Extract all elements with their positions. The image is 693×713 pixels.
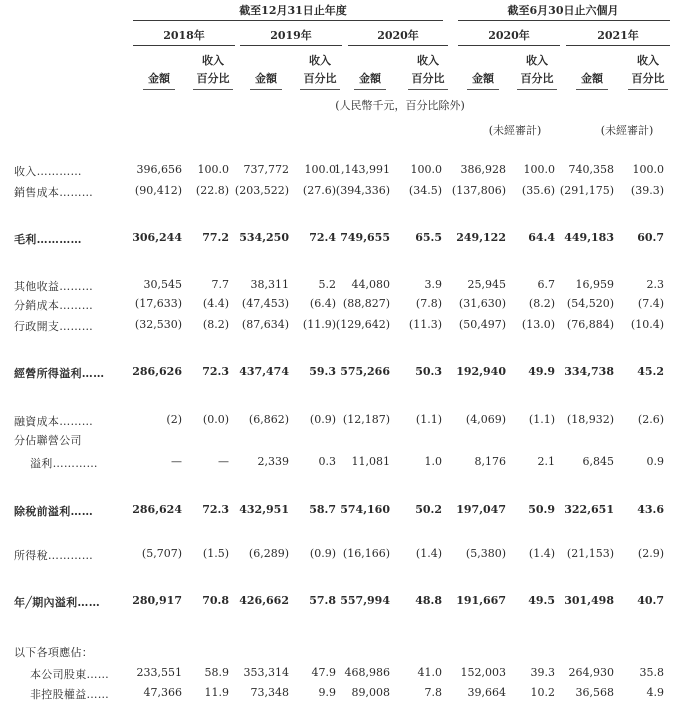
cell-amount: 353,314 (243, 666, 289, 679)
cell-amount: 386,928 (460, 163, 506, 176)
year-rule-5 (566, 45, 670, 46)
cell-percentage: 100.0 (304, 163, 336, 176)
cell-amount: (4,069) (465, 413, 506, 426)
row-label: 分銷成本……… (14, 299, 94, 312)
cell-percentage: 48.8 (415, 594, 442, 607)
cell-percentage: 49.5 (528, 594, 555, 607)
cell-percentage: 100.0 (523, 163, 555, 176)
cell-percentage: 72.3 (202, 365, 229, 378)
cell-amount: 334,738 (564, 365, 614, 378)
cell-percentage: 1.0 (424, 455, 442, 468)
cell-amount: 30,545 (143, 278, 182, 291)
col-header-amount: 金額 (359, 72, 381, 85)
cell-percentage: (7.4) (637, 297, 664, 310)
cell-amount: (6,289) (248, 547, 289, 560)
cell-percentage: 5.2 (318, 278, 336, 291)
cell-amount: 575,266 (340, 365, 390, 378)
cell-percentage: (1.4) (415, 547, 442, 560)
cell-amount: 152,003 (460, 666, 506, 679)
cell-amount: (47,453) (241, 297, 289, 310)
col-header-pct-rule (300, 89, 340, 90)
row-label: 銷售成本……… (14, 186, 94, 199)
cell-percentage: 40.7 (637, 594, 664, 607)
cell-percentage: 70.8 (202, 594, 229, 607)
cell-percentage: 57.8 (309, 594, 336, 607)
cell-percentage: (34.5) (408, 184, 442, 197)
cell-percentage: 100.0 (632, 163, 664, 176)
cell-amount: 6,845 (582, 455, 614, 468)
period-header-year: 截至12月31日止年度 (239, 4, 347, 17)
cell-percentage: 64.4 (528, 231, 555, 244)
cell-amount: 557,994 (340, 594, 390, 607)
cell-percentage: — (218, 455, 229, 468)
cell-percentage: (13.0) (521, 318, 555, 331)
cell-amount: (17,633) (134, 297, 182, 310)
cell-percentage: 72.4 (309, 231, 336, 244)
col-header-amount-rule (354, 89, 386, 90)
cell-percentage: (0.9) (309, 547, 336, 560)
col-header-amount-rule (467, 89, 499, 90)
cell-percentage: 50.9 (528, 503, 555, 516)
unit-note: (人民幣千元，百分比除外) (335, 99, 465, 112)
row-label: 所得稅………… (14, 549, 94, 562)
year-header-2020-h1: 2020年 (488, 29, 530, 42)
unaudited-note-2020: (未經審計) (488, 124, 542, 137)
col-header-pct-line2: 百分比 (631, 72, 665, 85)
cell-amount: (12,187) (342, 413, 390, 426)
cell-percentage: (1.1) (415, 413, 442, 426)
col-header-amount: 金額 (472, 72, 494, 85)
cell-amount: (6,862) (248, 413, 289, 426)
cell-amount: 47,366 (143, 686, 182, 699)
cell-amount: (50,497) (458, 318, 506, 331)
col-header-pct-line1: 收入 (202, 54, 224, 67)
cell-percentage: 100.0 (197, 163, 229, 176)
col-header-pct-line2: 百分比 (303, 72, 337, 85)
col-header-amount: 金額 (255, 72, 277, 85)
cell-percentage: 100.0 (410, 163, 442, 176)
cell-amount: 39,664 (467, 686, 506, 699)
cell-percentage: 58.7 (309, 503, 336, 516)
cell-percentage: (7.8) (415, 297, 442, 310)
cell-amount: 2,339 (257, 455, 289, 468)
cell-amount: 306,244 (132, 231, 182, 244)
col-header-pct-rule (408, 89, 448, 90)
cell-percentage: (0.9) (309, 413, 336, 426)
cell-percentage: 45.2 (637, 365, 664, 378)
cell-percentage: (2.6) (637, 413, 664, 426)
col-header-pct-rule (517, 89, 557, 90)
col-header-pct-line2: 百分比 (196, 72, 230, 85)
cell-percentage: 2.3 (646, 278, 664, 291)
cell-amount: 737,772 (243, 163, 289, 176)
cell-percentage: (4.4) (202, 297, 229, 310)
cell-percentage: 59.3 (309, 365, 336, 378)
cell-amount: 286,624 (132, 503, 182, 516)
cell-percentage: 4.9 (646, 686, 664, 699)
cell-percentage: 11.9 (204, 686, 229, 699)
cell-amount: (32,530) (134, 318, 182, 331)
cell-percentage: (1.5) (202, 547, 229, 560)
cell-amount: (88,827) (342, 297, 390, 310)
cell-percentage: (35.6) (521, 184, 555, 197)
cell-amount: (5,707) (141, 547, 182, 560)
cell-percentage: 6.7 (537, 278, 555, 291)
cell-amount: (129,642) (335, 318, 390, 331)
period-header-halfyear: 截至6月30日止六個月 (507, 4, 619, 17)
year-header-2018: 2018年 (163, 29, 205, 42)
cell-percentage: 41.0 (417, 666, 442, 679)
cell-amount: (76,884) (566, 318, 614, 331)
cell-amount: 1,143,991 (334, 163, 390, 176)
cell-percentage: 77.2 (202, 231, 229, 244)
cell-percentage: 72.3 (202, 503, 229, 516)
cell-percentage: (39.3) (630, 184, 664, 197)
cell-amount: 286,626 (132, 365, 182, 378)
year-rule-4 (458, 45, 560, 46)
cell-percentage: 39.3 (530, 666, 555, 679)
row-label: 年╱期內溢利…… (14, 596, 101, 609)
row-label: 以下各項應佔： (14, 646, 94, 659)
cell-amount: 301,498 (564, 594, 614, 607)
cell-amount: (54,520) (566, 297, 614, 310)
col-header-pct-line2: 百分比 (411, 72, 445, 85)
col-header-pct-line1: 收入 (637, 54, 659, 67)
year-header-2021-h1: 2021年 (597, 29, 639, 42)
cell-amount: 749,655 (340, 231, 390, 244)
cell-percentage: 10.2 (530, 686, 555, 699)
cell-amount: 89,008 (351, 686, 390, 699)
cell-amount: 38,311 (250, 278, 289, 291)
cell-amount: 73,348 (250, 686, 289, 699)
cell-percentage: 47.9 (311, 666, 336, 679)
cell-amount: (394,336) (335, 184, 390, 197)
row-label: 經營所得溢利…… (14, 367, 105, 380)
col-header-pct-line1: 收入 (417, 54, 439, 67)
year-header-2019: 2019年 (270, 29, 312, 42)
row-label: 分佔聯營公司 (14, 434, 82, 447)
cell-percentage: (8.2) (202, 318, 229, 331)
cell-amount: 16,959 (575, 278, 614, 291)
row-label: 除稅前溢利…… (14, 505, 94, 518)
cell-percentage: (2.9) (637, 547, 664, 560)
row-label: 融資成本……… (14, 415, 94, 428)
cell-amount: 249,122 (456, 231, 506, 244)
cell-amount: 437,474 (239, 365, 289, 378)
period-rule-right (458, 20, 670, 21)
cell-amount: (87,634) (241, 318, 289, 331)
cell-percentage: 7.8 (424, 686, 442, 699)
col-header-pct-line1: 收入 (309, 54, 331, 67)
unaudited-note-2021: (未經審計) (600, 124, 654, 137)
cell-amount: 432,951 (239, 503, 289, 516)
cell-percentage: (22.8) (195, 184, 229, 197)
col-header-amount-rule (576, 89, 608, 90)
year-rule-1 (133, 45, 235, 46)
cell-percentage: 50.3 (415, 365, 442, 378)
cell-amount: (31,630) (458, 297, 506, 310)
cell-percentage: (0.0) (202, 413, 229, 426)
cell-percentage: 35.8 (639, 666, 664, 679)
cell-amount: 264,930 (568, 666, 614, 679)
cell-amount: 191,667 (456, 594, 506, 607)
cell-amount: 192,940 (456, 365, 506, 378)
cell-amount: (21,153) (566, 547, 614, 560)
cell-percentage: 43.6 (637, 503, 664, 516)
cell-percentage: (6.4) (309, 297, 336, 310)
col-header-pct-line1: 收入 (526, 54, 548, 67)
cell-amount: (291,175) (559, 184, 614, 197)
row-label: 本公司股東…… (30, 668, 110, 681)
cell-percentage: 3.9 (424, 278, 442, 291)
cell-percentage: (11.9) (302, 318, 336, 331)
col-header-pct-rule (628, 89, 668, 90)
cell-amount: 449,183 (564, 231, 614, 244)
cell-percentage: 60.7 (637, 231, 664, 244)
cell-amount: 25,945 (467, 278, 506, 291)
period-rule-left (133, 20, 443, 21)
row-label: 收入………… (14, 165, 82, 178)
year-rule-2 (240, 45, 342, 46)
cell-amount: 8,176 (474, 455, 506, 468)
cell-amount: 36,568 (575, 686, 614, 699)
cell-amount: 44,080 (351, 278, 390, 291)
cell-percentage: 2.1 (537, 455, 555, 468)
cell-amount: (16,166) (342, 547, 390, 560)
cell-percentage: 50.2 (415, 503, 442, 516)
cell-percentage: (8.2) (528, 297, 555, 310)
cell-percentage: 58.9 (204, 666, 229, 679)
cell-amount: (18,932) (566, 413, 614, 426)
cell-amount: (2) (166, 413, 182, 426)
row-label: 行政開支……… (14, 320, 94, 333)
col-header-amount-rule (143, 89, 175, 90)
row-label: 其他收益……… (14, 280, 94, 293)
cell-percentage: 0.9 (646, 455, 664, 468)
row-label: 毛利………… (14, 233, 82, 246)
col-header-amount-rule (250, 89, 282, 90)
cell-amount: 233,551 (136, 666, 182, 679)
cell-amount: (5,380) (465, 547, 506, 560)
row-label: 溢利………… (30, 457, 98, 470)
cell-amount: 468,986 (344, 666, 390, 679)
cell-percentage: (10.4) (630, 318, 664, 331)
cell-amount: 197,047 (456, 503, 506, 516)
cell-amount: 574,160 (340, 503, 390, 516)
cell-percentage: (1.1) (528, 413, 555, 426)
cell-percentage: 9.9 (318, 686, 336, 699)
row-label: 非控股權益…… (30, 688, 110, 701)
year-header-2020: 2020年 (377, 29, 419, 42)
cell-percentage: (1.4) (528, 547, 555, 560)
cell-percentage: 0.3 (318, 455, 336, 468)
cell-amount: — (171, 455, 182, 468)
cell-amount: 396,656 (136, 163, 182, 176)
col-header-amount: 金額 (148, 72, 170, 85)
cell-amount: (203,522) (234, 184, 289, 197)
cell-amount: 280,917 (132, 594, 182, 607)
cell-percentage: (27.6) (302, 184, 336, 197)
cell-percentage: 65.5 (415, 231, 442, 244)
cell-amount: 11,081 (351, 455, 390, 468)
cell-amount: 740,358 (568, 163, 614, 176)
cell-amount: 534,250 (239, 231, 289, 244)
col-header-pct-line2: 百分比 (520, 72, 554, 85)
cell-amount: 322,651 (564, 503, 614, 516)
cell-amount: (90,412) (134, 184, 182, 197)
col-header-pct-rule (193, 89, 233, 90)
cell-amount: 426,662 (239, 594, 289, 607)
cell-percentage: 7.7 (211, 278, 229, 291)
cell-amount: (137,806) (451, 184, 506, 197)
cell-percentage: (11.3) (408, 318, 442, 331)
year-rule-3 (348, 45, 448, 46)
col-header-amount: 金額 (581, 72, 603, 85)
cell-percentage: 49.9 (528, 365, 555, 378)
